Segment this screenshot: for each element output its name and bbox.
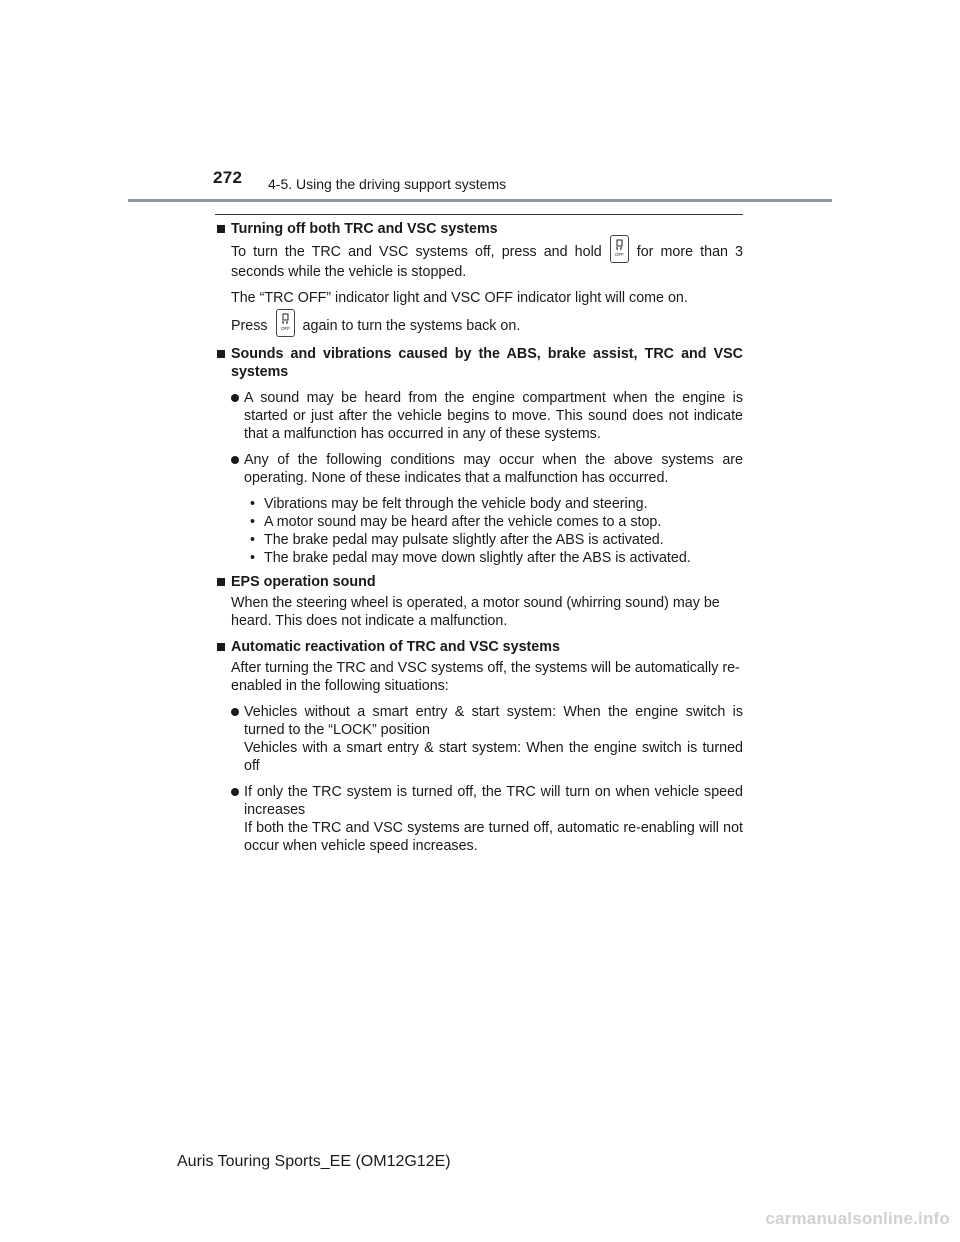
round-bullet-icon [231,788,239,796]
svg-text:OFF: OFF [614,252,624,257]
paragraph-indicator: The “TRC OFF” indicator light and VSC OFF indicator light will come on. [231,290,688,306]
footer-model-text: Auris Touring Sports_EE (OM12G12E) [177,1153,451,1170]
bullet-item: Vehicles without a smart entry & start system: When the engine switch is turned to the “LOCK” position Vehicles with a smart entry & start system: When the engine switch is turned off [231,703,743,775]
vsc-off-switch-icon [276,309,295,337]
header-rule [128,199,832,202]
sub-list [250,495,743,567]
square-bullet-icon [217,350,225,358]
paragraph-press-again: Press OFF again to turn the systems back on. [231,315,743,337]
paragraph-auto-reactivation: After turning the TRC and VSC systems off, the systems will be automatically re-enabled in the following situations: [231,660,740,694]
square-bullet-icon [217,643,225,651]
page-content [216,220,743,863]
heading-sounds-vibrations: Sounds and vibrations caused by the ABS, brake assist, TRC and VSC systems [216,345,743,381]
round-bullet-icon [231,708,239,716]
square-bullet-icon [217,225,225,233]
section-title: 4-5. Using the driving support systems [268,176,507,192]
heading-auto-reactivation: Automatic reactivation of TRC and VSC systems [216,638,743,656]
list-item: • Vibrations may be felt through the vehicle body and steering. [250,496,648,512]
paragraph-eps: When the steering wheel is operated, a motor sound (whirring sound) may be heard. This does not indicate a malfunction. [231,595,720,629]
bullet-item: Any of the following conditions may occur when the above systems are operating. None of these indicates that a malfunction has occurred. [231,451,743,487]
list-item: • The brake pedal may move down slightly after the ABS is activated. [250,550,691,566]
round-bullet-icon [231,456,239,464]
heading-eps: EPS operation sound [216,573,743,591]
vsc-off-switch-icon [610,235,629,263]
list-item: • A motor sound may be heard after the vehicle comes to a stop. [250,514,662,530]
watermark: carmanualsonline.info [765,1209,950,1228]
content-top-rule [215,214,743,215]
page-number: 272 [213,168,243,187]
paragraph-press-and-hold: To turn the TRC and VSC systems off, press and hold OFF for more than 3 seconds while the vehicle is stopped. [231,241,743,281]
heading-trc-vsc-off: Turning off both TRC and VSC systems [216,220,743,238]
square-bullet-icon [217,578,225,586]
bullet-item: A sound may be heard from the engine compartment when the engine is started or just after the vehicle begins to move. This sound does not indicate that a malfunction has occurred in any of these systems. [231,389,743,443]
svg-text:OFF: OFF [280,326,290,331]
list-item: • The brake pedal may pulsate slightly after the ABS is activated. [250,532,664,548]
round-bullet-icon [231,394,239,402]
bullet-item: If only the TRC system is turned off, the TRC will turn on when vehicle speed increases If both the TRC and VSC systems are turned off, automatic re-enabling will not occur when vehicle speed increases. [231,783,743,855]
